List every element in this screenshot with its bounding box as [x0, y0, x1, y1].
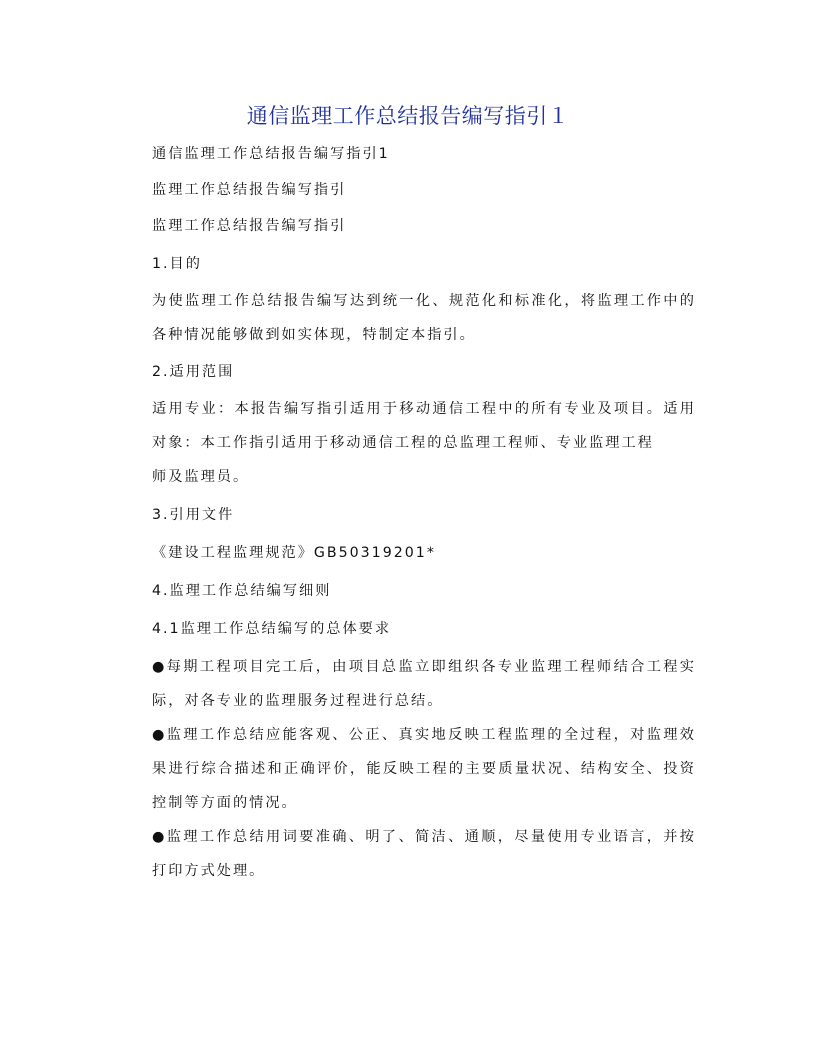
section-heading-references: 3.引用文件	[152, 507, 235, 523]
paragraph-purpose: 为使监理工作总结报告编写达到统一化、规范化和标准化，将监理工作中的各种情况能够做到如实体现，特制定本指引。	[152, 293, 696, 343]
paragraph-reference-doc: 《建设工程监理规范》GB50319201*	[152, 545, 436, 561]
paragraph-doc-name: 通信监理工作总结报告编写指引1	[152, 146, 390, 162]
document-title: 通信监理工作总结报告编写指引１	[246, 104, 570, 128]
section-heading-purpose: 1.目的	[152, 256, 202, 272]
bullet-item-3: ●监理工作总结用词要准确、明了、简洁、通顺，尽量使用专业语言，并按打印方式处理。	[152, 829, 696, 879]
paragraph-subtitle-2: 监理工作总结报告编写指引	[152, 218, 347, 234]
section-heading-scope: 2.适用范围	[152, 364, 235, 380]
bullet-item-1: ●每期工程项目完工后，由项目总监立即组织各专业监理工程师结合工程实际，对各专业的监理服务过程进行总结。	[152, 659, 696, 709]
paragraph-scope: 适用专业：本报告编写指引适用于移动通信工程中的所有专业及项目。适用对象：本工作指引适用于移动通信工程的总监理工程师、专业监理工程	[152, 401, 696, 451]
subsection-heading-requirements: 4.1监理工作总结编写的总体要求	[152, 621, 392, 637]
paragraph-scope-cont: 师及监理员。	[152, 469, 250, 485]
section-heading-rules: 4.监理工作总结编写细则	[152, 583, 332, 599]
paragraph-subtitle-1: 监理工作总结报告编写指引	[152, 182, 347, 198]
bullet-item-2: ●监理工作总结应能客观、公正、真实地反映工程监理的全过程，对监理效果进行综合描述和正确评价，能反映工程的主要质量状况、结构安全、投资控制等方面的情况。	[152, 727, 696, 811]
